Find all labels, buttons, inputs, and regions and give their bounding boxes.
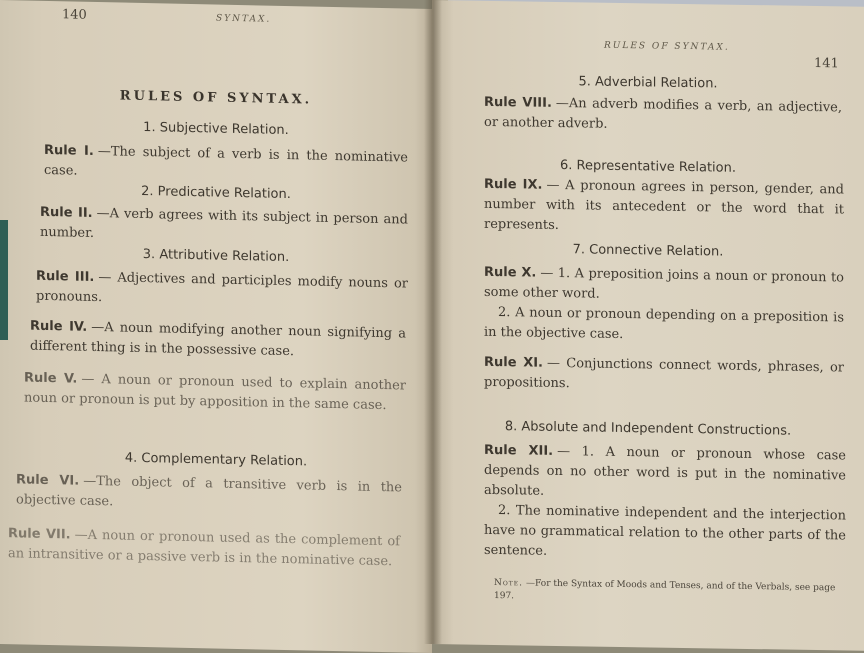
rule-label: Rule VIII. xyxy=(484,94,552,111)
page-number-left: 140 xyxy=(62,7,87,23)
section-heading-8: 8. Absolute and Independent Constructions. xyxy=(504,419,792,439)
rule-body: — A pronoun agrees in person, gender, and number with its antecedent or the word that it represents. xyxy=(484,177,844,233)
rule-body: —The subject of a verb is in the nominative case. xyxy=(44,144,409,179)
rule-label: Rule VII. xyxy=(8,526,71,543)
rule-8 xyxy=(484,93,842,139)
rule-6 xyxy=(16,470,402,518)
section-heading-6: 6. Representative Relation. xyxy=(560,158,736,176)
note-label: Note. xyxy=(494,577,524,589)
rule-label: Rule VI. xyxy=(16,472,80,489)
rule-1 xyxy=(44,141,408,189)
section-heading-7: 7. Connective Relation. xyxy=(572,242,724,260)
rule-label: Rule XI. xyxy=(484,354,543,371)
rule-2 xyxy=(40,203,408,251)
rule-label: Rule III. xyxy=(36,268,95,285)
section-heading-2: 2. Predicative Relation. xyxy=(141,183,291,203)
rule-12 xyxy=(484,441,846,507)
rule-3 xyxy=(36,267,408,315)
rule-label: Rule X. xyxy=(484,264,537,281)
bookmark-tab xyxy=(0,220,8,340)
rule-label: Rule IV. xyxy=(30,318,88,335)
running-head-left: SYNTAX. xyxy=(216,13,272,25)
rule-body: —A noun modifying another noun signifying a different thing is in the possessive case. xyxy=(30,319,406,360)
rule-body: — Conjunctions connect words, phrases, or propositions. xyxy=(484,355,844,392)
rule-5 xyxy=(24,369,406,417)
book-gutter xyxy=(424,0,442,644)
note-text: —For the Syntax of Moods and Tenses, and of the Verbals, see page 197. xyxy=(494,578,836,602)
rule-9 xyxy=(484,175,844,241)
running-head-right: RULES OF SYNTAX. xyxy=(604,40,730,53)
section-heading-3: 3. Attributive Relation. xyxy=(142,246,290,266)
rule-body: —A noun or pronoun used as the complement of an intransitive or a passive verb is in the nominative case. xyxy=(8,527,400,570)
rule-10 xyxy=(484,263,844,309)
page-title: RULES OF SYNTAX. xyxy=(119,88,313,108)
section-heading-5: 5. Adverbial Relation. xyxy=(578,74,718,92)
rule-body: —An adverb modifies a verb, an adjective, or another adverb. xyxy=(484,95,843,132)
rule-body: — 1. A preposition joins a noun or pronoun to some other word. xyxy=(484,265,844,302)
rule-body: — 1. A noun or pronoun whose case depends on no other word is put in the nominative absolute. xyxy=(484,443,846,499)
rule-label: Rule IX. xyxy=(484,176,543,193)
section-heading-4: 4. Complementary Relation. xyxy=(124,450,308,470)
rule-10-part-2 xyxy=(484,303,844,349)
rule-label: Rule V. xyxy=(24,370,78,387)
rule-body: —A verb agrees with its subject in person and number. xyxy=(40,206,408,241)
rule-body: —The object of a transitive verb is in the objective case. xyxy=(16,473,402,510)
rule-body: — Adjectives and participles modify nouns or pronouns. xyxy=(36,270,408,306)
rule-body: — A noun or pronoun used to explain another noun or pronoun is put by apposition in the same case. xyxy=(24,371,407,414)
section-heading-1: 1. Subjective Relation. xyxy=(143,119,289,139)
rule-12-part-2 xyxy=(484,501,846,567)
rule-label: Rule XII. xyxy=(484,442,554,459)
rule-label: Rule II. xyxy=(40,204,93,221)
footnote xyxy=(494,577,844,608)
rule-4 xyxy=(30,317,406,365)
rule-7 xyxy=(8,524,400,572)
right-page xyxy=(432,0,864,651)
rule-body: 2. A noun or pronoun depending on a preposition is in the objective case. xyxy=(484,305,844,343)
page-number-right: 141 xyxy=(814,56,839,72)
rule-label: Rule I. xyxy=(44,142,94,159)
rule-11 xyxy=(484,353,844,399)
rule-body: 2. The nominative independent and the interjection have no grammatical relation to the other parts of the sentence. xyxy=(484,503,846,559)
